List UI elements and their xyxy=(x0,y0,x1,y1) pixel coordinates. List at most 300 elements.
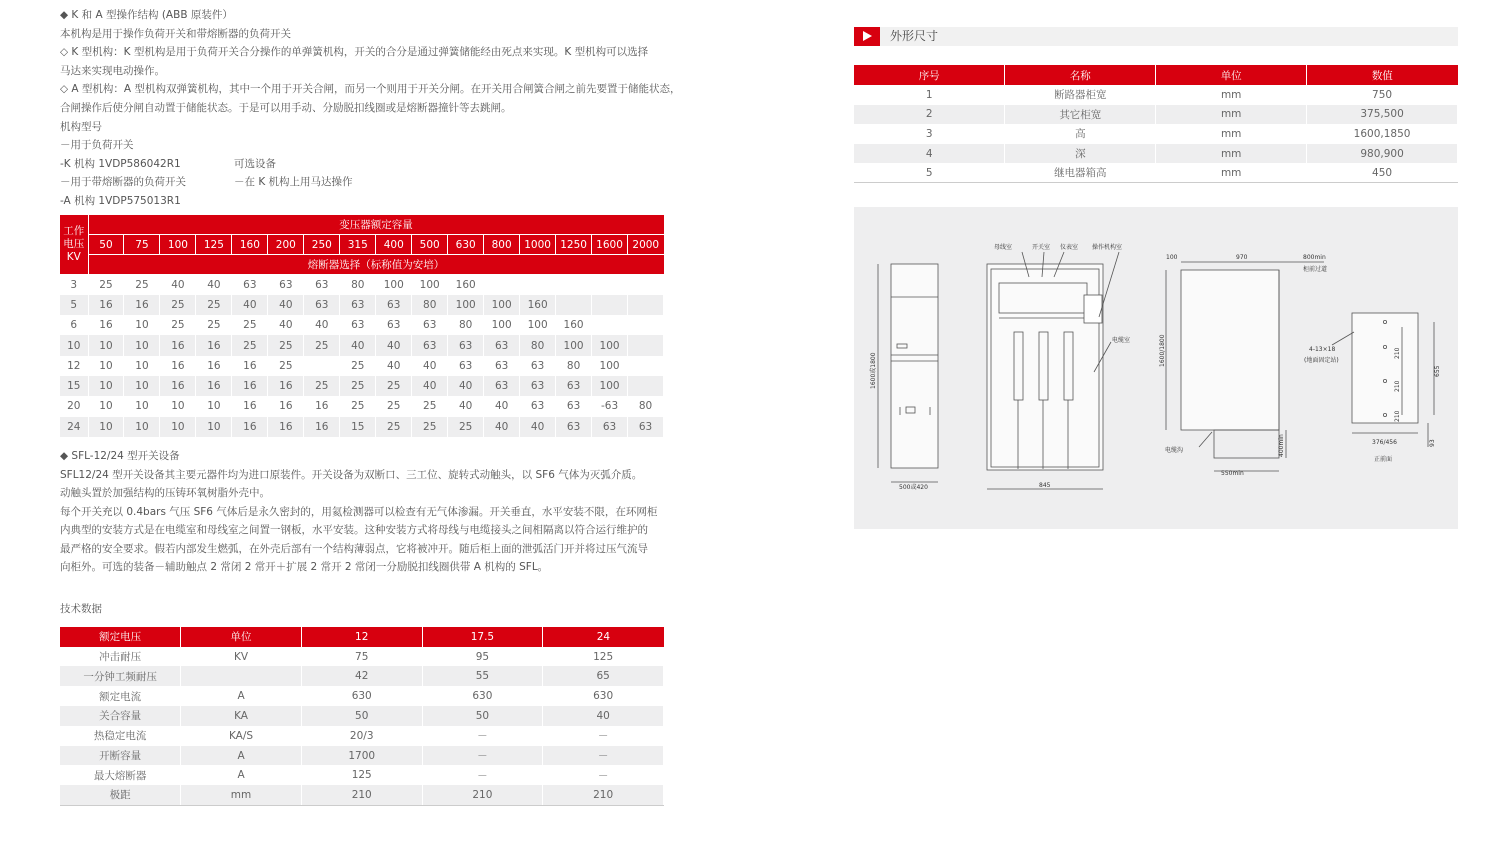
fuse-cell xyxy=(592,315,628,335)
dim-cell: 3 xyxy=(854,124,1005,144)
fuse-cell: 16 xyxy=(268,396,304,416)
fuse-cell: 100 xyxy=(448,295,484,315)
tech-cell: 75 xyxy=(301,647,422,667)
fuse-cell: 63 xyxy=(412,315,448,335)
dim-front-height: 1600或1800 xyxy=(870,352,877,389)
capacity-cell: 250 xyxy=(304,235,340,255)
tech-cell: 开断容量 xyxy=(60,746,181,766)
table-row xyxy=(60,356,664,376)
fuse-cell: 160 xyxy=(520,295,556,315)
fuse-cell: 40 xyxy=(268,315,304,335)
tech-cell: － xyxy=(422,746,543,766)
sfl-line: 每个开关充以 0.4bars 气压 SF6 气体后是永久密封的，用氦检测器可以检查有无气体渗漏。开关垂直，水平安装不限，在环网柜 xyxy=(60,505,658,518)
fuse-cell: 63 xyxy=(520,376,556,396)
fuse-cell: 40 xyxy=(196,275,232,295)
fuse-cell: 16 xyxy=(88,315,124,335)
fuse-header: 熔断器选择（标称值为安培） xyxy=(88,255,664,275)
fuse-cell: 100 xyxy=(484,315,520,335)
fuse-cell: 10 xyxy=(88,356,124,376)
dim-header-cell: 数值 xyxy=(1307,65,1458,85)
tech-cell: 65 xyxy=(543,666,664,686)
fuse-cell: 63 xyxy=(448,356,484,376)
fuse-cell: 63 xyxy=(448,335,484,355)
tech-cell xyxy=(181,666,302,686)
fuse-cell: 80 xyxy=(628,396,664,416)
dim-header-cell: 单位 xyxy=(1156,65,1307,85)
capacity-cell: 630 xyxy=(448,235,484,255)
fuse-cell: 63 xyxy=(268,275,304,295)
fuse-cell: 25 xyxy=(160,295,196,315)
sfl-heading: ◆ SFL-12/24 型开关设备 xyxy=(60,449,180,462)
dim-cell: mm xyxy=(1156,105,1307,125)
fuse-cell xyxy=(556,275,592,295)
tech-cell: 热稳定电流 xyxy=(60,726,181,746)
fuse-cell: 40 xyxy=(412,376,448,396)
fuse-cell: 25 xyxy=(376,396,412,416)
fuse-cell: 10 xyxy=(88,396,124,416)
fuse-cell: 40 xyxy=(160,275,196,295)
intro-pair-right: 可选设备 xyxy=(234,157,276,170)
fuse-cell xyxy=(484,275,520,295)
fuse-cell: 63 xyxy=(412,335,448,355)
fuse-cell: 100 xyxy=(592,376,628,396)
fuse-cell xyxy=(304,356,340,376)
fuse-cell: 10 xyxy=(160,396,196,416)
tech-cell: － xyxy=(422,765,543,785)
dim-cell: mm xyxy=(1156,163,1307,183)
fuse-cell: 63 xyxy=(484,356,520,376)
table-row xyxy=(60,295,664,315)
tech-cell: 95 xyxy=(422,647,543,667)
fuse-cell xyxy=(628,295,664,315)
left-column xyxy=(60,6,681,806)
dim-cell: 375,500 xyxy=(1307,105,1458,125)
table-row xyxy=(854,163,1458,183)
intro-pair-right: －在 K 机构上用马达操作 xyxy=(234,176,353,189)
label-cable-room: 电缆室 xyxy=(1112,337,1131,344)
tech-cell: A xyxy=(181,746,302,766)
fuse-cell: 16 xyxy=(232,356,268,376)
tech-cell: 冲击耐压 xyxy=(60,647,181,667)
label-front-aisle: 柜前过道 xyxy=(1303,266,1328,273)
fuse-cell: 25 xyxy=(412,396,448,416)
fuse-cell: 63 xyxy=(628,417,664,437)
dim-400min: 400min xyxy=(1278,434,1285,457)
fuse-cell: 63 xyxy=(592,417,628,437)
dim-550min: 550min xyxy=(1221,470,1244,477)
dim-side-height: 1600/1800 xyxy=(1159,334,1166,367)
dim-cell: 450 xyxy=(1307,163,1458,183)
table-row xyxy=(60,746,664,766)
table-row xyxy=(60,706,664,726)
capacity-cell: 75 xyxy=(124,235,160,255)
label-busbar-room: 母线室 xyxy=(994,244,1013,251)
tech-cell: 630 xyxy=(301,686,422,706)
dim-cell: 1 xyxy=(854,85,1005,105)
fuse-cell: 63 xyxy=(484,376,520,396)
fuse-cell: 10 xyxy=(88,417,124,437)
dim-cell: 2 xyxy=(854,105,1005,125)
intro-line: ◇ A 型机构：A 型机构双弹簧机构，其中一个用于开关合闸，而另一个则用于开关分闸。在开关用合闸簧合闸之前先要置于储能状态， xyxy=(60,83,681,96)
fuse-cell: 16 xyxy=(268,376,304,396)
fuse-cell xyxy=(628,335,664,355)
fuse-cell: 63 xyxy=(340,315,376,335)
kv-cell: 12 xyxy=(60,356,88,376)
intro-line: 本机构是用于操作负荷开关和带熔断器的负荷开关 xyxy=(60,27,291,40)
capacity-cell: 1250 xyxy=(556,235,592,255)
fuse-cell: 63 xyxy=(376,295,412,315)
dim-header-cell: 序号 xyxy=(854,65,1005,85)
dim-cell: 980,900 xyxy=(1307,144,1458,164)
fuse-cell: 100 xyxy=(376,275,412,295)
tech-cell: 关合容量 xyxy=(60,706,181,726)
dim-cell: mm xyxy=(1156,144,1307,164)
capacity-cell: 200 xyxy=(268,235,304,255)
tech-cell: KA xyxy=(181,706,302,726)
table-row xyxy=(854,124,1458,144)
tech-cell: 20/3 xyxy=(301,726,422,746)
tech-cell: － xyxy=(422,726,543,746)
fuse-selection-table xyxy=(60,215,664,437)
table-row xyxy=(60,417,664,437)
fuse-cell: 63 xyxy=(556,417,592,437)
kv-cell: 15 xyxy=(60,376,88,396)
sfl-line: 向柜外。可选的装备－辅助触点 2 常闭 2 常开＋扩展 2 常开 2 常闭一分励脱扣线圈供带 A 机构的 SFL。 xyxy=(60,561,549,574)
dim-210-c: 210 xyxy=(1394,410,1401,422)
dim-cell: 1600,1850 xyxy=(1307,124,1458,144)
fuse-cell: 25 xyxy=(412,417,448,437)
tech-data-table xyxy=(60,627,664,806)
dim-210-b: 210 xyxy=(1394,380,1401,392)
sfl-line: 最严格的安全要求。假若内部发生燃弧，在外壳后部有一个结构薄弱点，它将被冲开。随后柜上面的泄弧活门开并将过压气流导 xyxy=(60,542,648,555)
tech-cell: 50 xyxy=(422,706,543,726)
fuse-cell: 16 xyxy=(196,335,232,355)
fuse-cell: 16 xyxy=(232,417,268,437)
tech-cell: KA/S xyxy=(181,726,302,746)
fuse-cell: 25 xyxy=(160,315,196,335)
label-cable-trench: 电缆沟 xyxy=(1165,447,1184,454)
label-switch-room: 开关室 xyxy=(1032,244,1051,251)
fuse-cell xyxy=(628,315,664,335)
intro-line: 机构型号 xyxy=(60,120,102,133)
intro-line: 马达来实现电动操作。 xyxy=(60,64,165,77)
fuse-cell xyxy=(628,275,664,295)
fuse-cell: 10 xyxy=(124,315,160,335)
fuse-cell: 40 xyxy=(484,396,520,416)
fuse-cell: 10 xyxy=(124,396,160,416)
fuse-cell: 40 xyxy=(304,315,340,335)
fuse-cell: 25 xyxy=(88,275,124,295)
dim-middle-width: 845 xyxy=(1039,482,1051,489)
fuse-cell: 16 xyxy=(196,356,232,376)
fuse-cell: 16 xyxy=(196,376,232,396)
fuse-cell: 63 xyxy=(376,315,412,335)
fuse-cell: 63 xyxy=(340,295,376,315)
dim-cell: 继电器箱高 xyxy=(1005,163,1156,183)
fuse-cell: 25 xyxy=(268,356,304,376)
fuse-cell: 16 xyxy=(160,356,196,376)
fuse-cell: 80 xyxy=(520,335,556,355)
kv-cell: 3 xyxy=(60,275,88,295)
table-row xyxy=(60,686,664,706)
sfl-line: 内典型的安装方式是在电缆室和母线室之间置一钢板，水平安装。这种安装方式将母线与电缆接头之间相隔离以符合运行维护的 xyxy=(60,524,648,537)
fuse-cell: 63 xyxy=(556,376,592,396)
fuse-cell: 40 xyxy=(448,396,484,416)
capacity-header: 变压器额定容量 xyxy=(88,215,664,235)
intro-pair xyxy=(60,173,664,192)
dimensions-table xyxy=(854,65,1458,183)
tech-cell: 210 xyxy=(543,785,664,805)
kv-cell: 20 xyxy=(60,396,88,416)
label-mechanism-room: 操作机构室 xyxy=(1092,244,1123,251)
capacity-cell: 1000 xyxy=(520,235,556,255)
fuse-cell: 16 xyxy=(304,396,340,416)
tech-cell: 630 xyxy=(543,686,664,706)
tech-cell: 125 xyxy=(543,647,664,667)
section-title: 外形尺寸 xyxy=(890,29,939,43)
dim-93: 93 xyxy=(1429,439,1436,447)
fuse-cell: 100 xyxy=(592,335,628,355)
label-front-face: 正前面 xyxy=(1374,456,1393,463)
capacity-cell: 400 xyxy=(376,235,412,255)
kv-header: 工作 电压 KV xyxy=(60,215,88,275)
tech-cell: 50 xyxy=(301,706,422,726)
fuse-cell: 80 xyxy=(412,295,448,315)
fuse-cell: 40 xyxy=(340,335,376,355)
fuse-cell: 25 xyxy=(304,335,340,355)
fuse-cell: 25 xyxy=(196,295,232,315)
fuse-cell: 16 xyxy=(160,376,196,396)
table-row xyxy=(60,765,664,785)
tech-header-cell: 12 xyxy=(301,627,422,647)
fuse-cell: 40 xyxy=(412,356,448,376)
tech-cell: 1700 xyxy=(301,746,422,766)
intro-heading: ◆ K 和 A 型操作结构 (ABB 原装件） xyxy=(60,9,233,21)
intro-line: 合闸操作后使分闸自动置于储能状态。于是可以用手动、分励脱扣线圈或是熔断器撞针等去跳闸。 xyxy=(60,101,512,114)
fuse-cell: 16 xyxy=(232,396,268,416)
tech-header-cell: 17.5 xyxy=(422,627,543,647)
tech-cell: 最大熔断器 xyxy=(60,765,181,785)
dim-cell: 高 xyxy=(1005,124,1156,144)
tech-cell: 210 xyxy=(301,785,422,805)
dim-cell: 5 xyxy=(854,163,1005,183)
fuse-cell: 100 xyxy=(592,356,628,376)
capacity-cell: 1600 xyxy=(592,235,628,255)
table-row xyxy=(854,105,1458,125)
fuse-cell: 10 xyxy=(124,417,160,437)
table-row xyxy=(60,275,664,295)
fuse-cell: 63 xyxy=(520,396,556,416)
fuse-cell: 63 xyxy=(232,275,268,295)
sfl-section xyxy=(60,447,664,577)
fuse-cell: 16 xyxy=(88,295,124,315)
label-meter-room: 仪表室 xyxy=(1060,244,1079,251)
fuse-cell: 16 xyxy=(268,417,304,437)
fuse-cell: 25 xyxy=(268,335,304,355)
table-row xyxy=(60,335,664,355)
fuse-cell: 40 xyxy=(484,417,520,437)
dim-655: 655 xyxy=(1434,365,1441,377)
dim-header-cell: 名称 xyxy=(1005,65,1156,85)
fuse-cell: 63 xyxy=(304,295,340,315)
fuse-cell xyxy=(556,295,592,315)
intro-line: -A 机构 1VDP575013R1 xyxy=(60,194,181,207)
kv-cell: 24 xyxy=(60,417,88,437)
fuse-cell: 16 xyxy=(304,417,340,437)
dim-cell: 其它柜宽 xyxy=(1005,105,1156,125)
intro-pair xyxy=(60,155,664,174)
fuse-cell: 15 xyxy=(340,417,376,437)
dimensions-section-header xyxy=(854,27,1458,46)
capacity-cell: 800 xyxy=(484,235,520,255)
fuse-cell: 160 xyxy=(448,275,484,295)
table-row xyxy=(60,726,664,746)
table-row xyxy=(60,376,664,396)
fuse-cell: 25 xyxy=(232,315,268,335)
dim-cell: mm xyxy=(1156,124,1307,144)
fuse-cell: 40 xyxy=(448,376,484,396)
fuse-cell: 63 xyxy=(304,275,340,295)
tech-cell: mm xyxy=(181,785,302,805)
intro-pair-left: -K 机构 1VDP586042R1 xyxy=(60,157,181,170)
fuse-cell: 40 xyxy=(520,417,556,437)
table-row xyxy=(60,396,664,416)
fuse-cell: 80 xyxy=(340,275,376,295)
kv-cell: 10 xyxy=(60,335,88,355)
label-holes: 4-13×18 xyxy=(1309,346,1336,353)
fuse-cell: 40 xyxy=(268,295,304,315)
play-icon xyxy=(854,27,880,46)
fuse-cell: 16 xyxy=(232,376,268,396)
table-row xyxy=(60,647,664,667)
capacity-cell: 50 xyxy=(88,235,124,255)
dim-cell: 4 xyxy=(854,144,1005,164)
dim-100: 100 xyxy=(1166,254,1178,261)
tech-cell: 125 xyxy=(301,765,422,785)
fuse-cell: 63 xyxy=(556,396,592,416)
cabinet-drawing xyxy=(854,207,1458,529)
fuse-cell: 10 xyxy=(124,356,160,376)
fuse-cell: 25 xyxy=(304,376,340,396)
fuse-cell: 10 xyxy=(160,417,196,437)
fuse-cell: 25 xyxy=(340,356,376,376)
dim-cell: 断路器柜宽 xyxy=(1005,85,1156,105)
tech-cell: 55 xyxy=(422,666,543,686)
fuse-cell: 25 xyxy=(232,335,268,355)
fuse-cell: 10 xyxy=(196,396,232,416)
fuse-cell: 10 xyxy=(124,376,160,396)
dim-210-a: 210 xyxy=(1394,347,1401,359)
intro-line: －用于负荷开关 xyxy=(60,139,134,152)
fuse-cell: 16 xyxy=(160,335,196,355)
fuse-cell: 40 xyxy=(232,295,268,315)
tech-cell: 210 xyxy=(422,785,543,805)
fuse-cell: 25 xyxy=(124,275,160,295)
dim-front-width: 500或420 xyxy=(899,484,928,491)
tech-cell: A xyxy=(181,686,302,706)
dim-cell: 深 xyxy=(1005,144,1156,164)
kv-cell: 6 xyxy=(60,315,88,335)
fuse-cell: 25 xyxy=(196,315,232,335)
fuse-cell: 63 xyxy=(520,356,556,376)
table-row xyxy=(854,144,1458,164)
intro-pair-left: －用于带熔断器的负荷开关 xyxy=(60,176,186,189)
fuse-cell xyxy=(592,295,628,315)
tech-cell: 极距 xyxy=(60,785,181,805)
fuse-cell: 25 xyxy=(340,376,376,396)
dim-cell: 750 xyxy=(1307,85,1458,105)
capacity-cell: 100 xyxy=(160,235,196,255)
dim-800min: 800min xyxy=(1303,254,1326,261)
capacity-cell: 2000 xyxy=(628,235,664,255)
capacity-cell: 160 xyxy=(232,235,268,255)
tech-title: 技术数据 xyxy=(60,603,102,616)
fuse-cell: 80 xyxy=(448,315,484,335)
dim-cell: mm xyxy=(1156,85,1307,105)
table-row xyxy=(60,666,664,686)
fuse-cell: 160 xyxy=(556,315,592,335)
fuse-cell: 10 xyxy=(88,335,124,355)
fuse-cell: 100 xyxy=(484,295,520,315)
dim-376-456: 376/456 xyxy=(1372,439,1397,446)
fuse-cell: 10 xyxy=(124,335,160,355)
tech-cell: 630 xyxy=(422,686,543,706)
fuse-cell: 40 xyxy=(376,356,412,376)
tech-header-cell: 额定电压 xyxy=(60,627,181,647)
fuse-cell: 10 xyxy=(88,376,124,396)
fuse-cell: 63 xyxy=(484,335,520,355)
tech-cell: 额定电流 xyxy=(60,686,181,706)
intro-line: ◇ K 型机构：K 型机构是用于负荷开关合分操作的单弹簧机构，开关的合分是通过弹簧储能经由死点来实现。K 型机构可以选择 xyxy=(60,46,649,59)
cabinet-drawing-panel xyxy=(854,207,1458,529)
tech-cell: － xyxy=(543,726,664,746)
fuse-cell: 100 xyxy=(556,335,592,355)
kv-cell: 5 xyxy=(60,295,88,315)
fuse-cell: 25 xyxy=(376,376,412,396)
fuse-cell: 100 xyxy=(520,315,556,335)
fuse-cell: 10 xyxy=(196,417,232,437)
tech-cell: － xyxy=(543,746,664,766)
fuse-cell: 25 xyxy=(340,396,376,416)
fuse-cell xyxy=(628,356,664,376)
fuse-cell: -63 xyxy=(592,396,628,416)
fuse-cell: 80 xyxy=(556,356,592,376)
fuse-cell xyxy=(628,376,664,396)
capacity-cell: 500 xyxy=(412,235,448,255)
tech-cell: 40 xyxy=(543,706,664,726)
fuse-cell: 25 xyxy=(448,417,484,437)
capacity-cell: 315 xyxy=(340,235,376,255)
tech-header-cell: 24 xyxy=(543,627,664,647)
table-row xyxy=(60,785,664,805)
tech-cell: 42 xyxy=(301,666,422,686)
tech-cell: － xyxy=(543,765,664,785)
table-row xyxy=(60,315,664,335)
fuse-cell: 40 xyxy=(376,335,412,355)
tech-header-cell: 单位 xyxy=(181,627,302,647)
capacity-cell: 125 xyxy=(196,235,232,255)
sfl-line: SFL12/24 型开关设备其主要元器件均为进口原装件。开关设备为双断口、三工位、旋转式动触头，以 SF6 气体为灭弧介质。 xyxy=(60,468,643,481)
fuse-cell xyxy=(520,275,556,295)
fuse-cell: 100 xyxy=(412,275,448,295)
sfl-line: 动触头置於加强结构的压铸环氧树脂外壳中。 xyxy=(60,487,270,500)
label-ground-fix: (地面固定站) xyxy=(1304,357,1339,364)
fuse-cell: 16 xyxy=(124,295,160,315)
fuse-cell: 25 xyxy=(376,417,412,437)
tech-cell: 一分钟工频耐压 xyxy=(60,666,181,686)
tech-cell: KV xyxy=(181,647,302,667)
table-row xyxy=(854,85,1458,105)
